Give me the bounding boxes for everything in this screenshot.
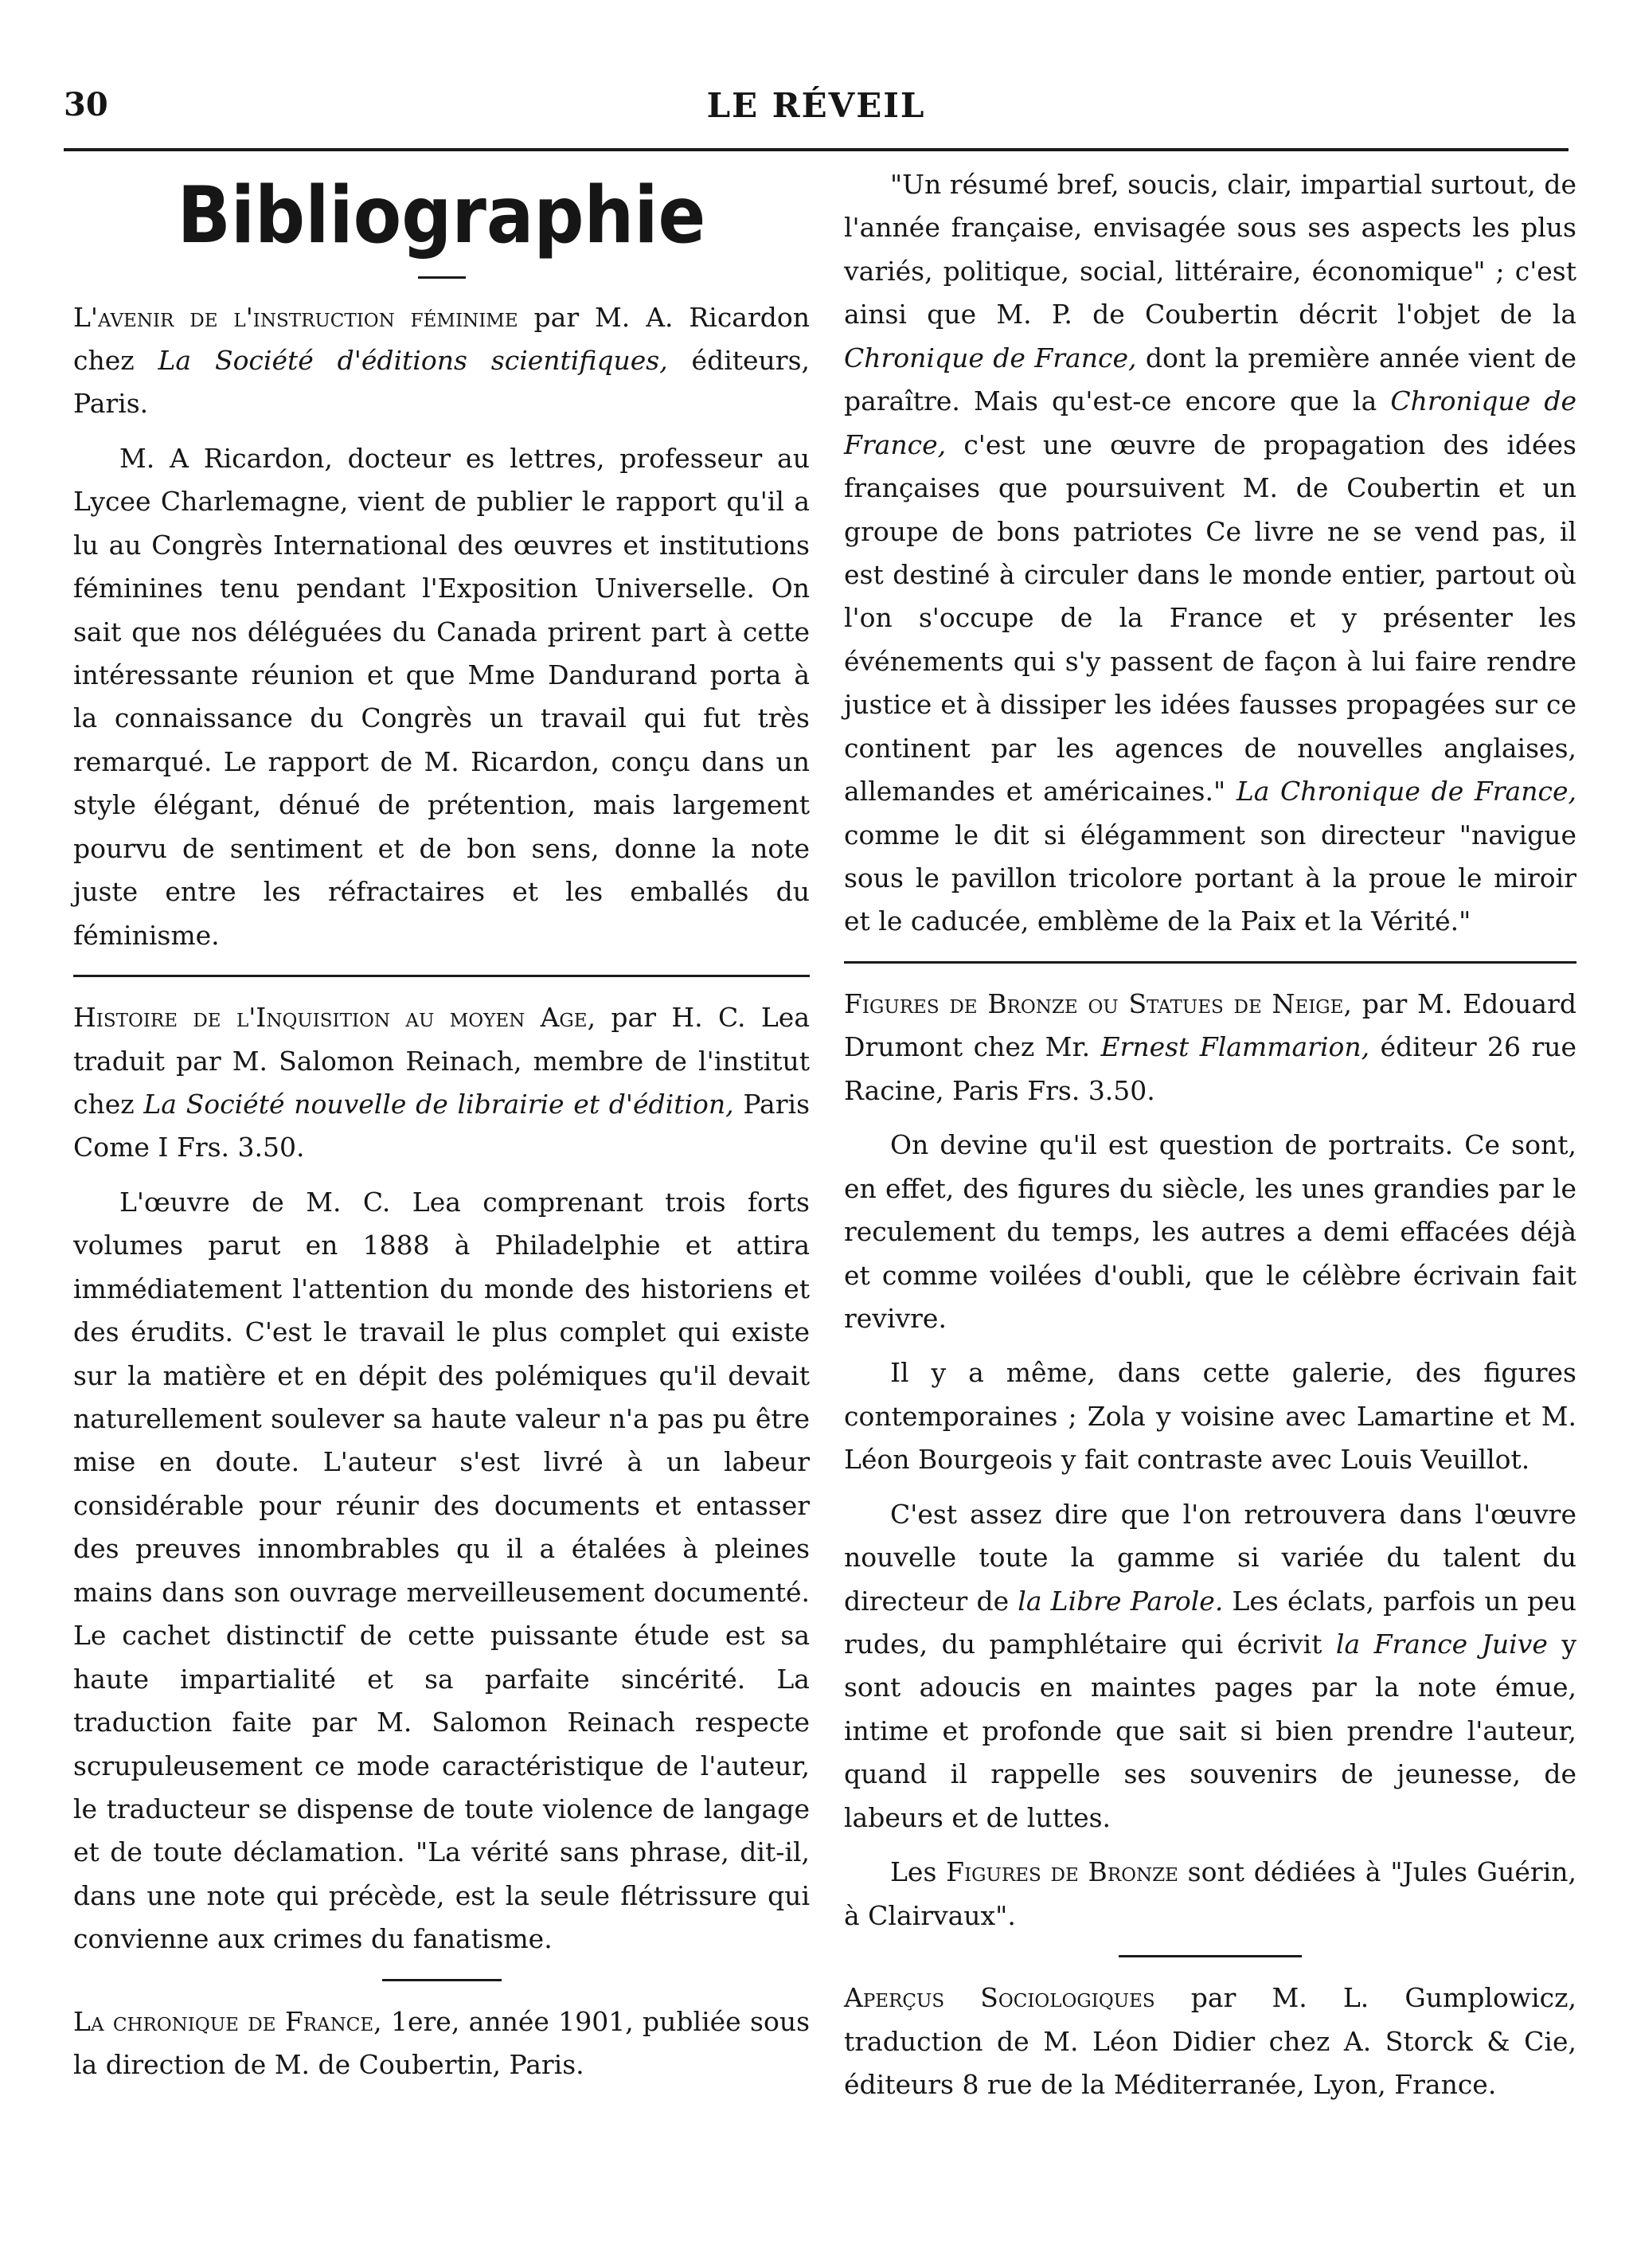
entry-byline: par M. Edouard Drumont chez Mr.: [844, 987, 1576, 1063]
entry-separator: [73, 975, 810, 977]
header-rule: [64, 148, 1569, 151]
chronique-quote: [844, 163, 1576, 944]
entry-byline: par H. C. Lea traduit par M. Salomon Reinach, membre de l'institut chez: [73, 1002, 811, 1120]
chronique-text: c'est une œuvre de propagation des idées françaises que poursuivent M. de Coubertin et un groupe de bons patriotes Ce livre ne se vend pas, il est destiné à circuler dans le monde entier, partout où l'on s'occupe de la France et y présenter les événements qui s'y passent de façon à lui faire rendre justice et à dissiper les idées fausses propagées sur ce continent par les agences de nouvelles anglaises, allemandes et américaines.": [844, 428, 1576, 807]
entry-body-inquisition: L'œuvre de M. C. Lea comprenant trois forts volumes parut en 1888 à Philadelphie et attira immédiatement l'attention du monde des historiens et des érudits. C'est le travail le plus complet qui existe sur la matière et en dépit des polémiques qu'il devait naturellement soulever sa haute valeur n'a pas pu être mise en doute. L'auteur s'est livré à un labeur considérable pour réunir des documents et entasser des preuves innombrables qu il a étalées à pleines mains dans son ouvrage merveilleusement documenté. Le cachet distinctif de cette puissante étude est sa haute impartialité et sa parfaite sincérité. La traduction faite par M. Salomon Reinach respecte scrupuleusement ce mode caractéristique de l'auteur, le traducteur se dispense de toute violence de langage et de toute déclamation. "La vérité sans phrase, dit-il, dans une note qui précède, est la seule flétrissure qui convienne aux crimes du fanatisme.: [73, 1186, 810, 1955]
chronique-text: "Un résumé bref, soucis, clair, impartial surtout, de l'année française, envisagée sous ses aspects les plus variés, politique, social, littéraire, économique" ; c'est ainsi que M. P. de Coubertin décrit l'objet de la: [844, 169, 1576, 330]
left-column: [73, 163, 810, 2098]
running-head: [64, 86, 1569, 142]
entry-tail: éditeurs, Paris.: [73, 344, 811, 420]
entry-tail: par M. L. Gumplowicz, traduction de M. Léon Didier chez A. Storck & Cie, éditeurs 8 rue de la Méditerranée, Lyon, France.: [844, 1982, 1576, 2100]
body-text: y sont adoucis en maintes pages par la note émue, intime et profonde que sait si bien prendre l'auteur, quand il rappelle ses souvenirs de jeunesse, de labeurs et de luttes.: [844, 1629, 1576, 1833]
entry-tail: éditeur 26 rue Racine, Paris Frs. 3.50.: [844, 1031, 1576, 1106]
entry-separator: [382, 1979, 502, 1981]
body-text: sont dédiées à "Jules Guérin, à Clairvaux".: [844, 1856, 1576, 1931]
body-text: Les éclats, parfois un peu rudes, du pamphlétaire qui écrivit: [844, 1585, 1576, 1660]
entry-head-apercus: [844, 1977, 1576, 2106]
chronique-text: dont la première année vient de paraître. Mais qu'est-ce encore que la: [844, 342, 1576, 417]
entry-body-figures-3: [844, 1493, 1576, 1840]
entry-title: L'avenir de l'instruction féminime: [73, 301, 518, 333]
entry-head-avenir: [73, 296, 810, 426]
body-italic: la Libre Parole.: [1018, 1585, 1224, 1617]
entry-title: Aperçus Sociologiques: [844, 1982, 1155, 2014]
entry-title: Histoire de l'Inquisition au moyen Age,: [73, 1002, 596, 1034]
entry-title: La chronique de France,: [73, 2005, 382, 2037]
chronique-title-italic: Chronique de France,: [844, 385, 1576, 460]
entry-separator: [844, 961, 1576, 964]
entry-publisher: La Société d'éditions scientifiques,: [158, 344, 668, 376]
chronique-text: comme le dit si élégamment son directeur "navigue sous le pavillon tricolore portant à la proue le miroir et le caducée, emblème de la Paix et la Vérité.": [844, 819, 1576, 937]
entry-title: Figures de Bronze ou Statues de Neige,: [844, 987, 1352, 1019]
entry-byline: par M. A. Ricardon chez: [73, 301, 810, 376]
body-italic: la France Juive: [1335, 1629, 1548, 1660]
entry-tail: Paris Come I Frs. 3.50.: [73, 1088, 810, 1163]
entry-separator: [1119, 1955, 1302, 1957]
entry-body-figures-1: On devine qu'il est question de portraits. Ce sont, en effet, des figures du siècle, les unes grandies par le reculement du temps, les autres a demi effacées déjà et comme voilées d'oubli, que le célèbre écrivain fait revivre.: [844, 1129, 1576, 1334]
body-text: C'est assez dire que l'on retrouvera dans l'œuvre nouvelle toute la gamme si variée du talent du directeur de: [844, 1498, 1576, 1617]
entry-head-chronique: [73, 2000, 810, 2087]
body-smallcaps: Figures de Bronze: [946, 1856, 1178, 1888]
entry-head-figures: [844, 983, 1576, 1112]
entry-head-inquisition: [73, 996, 810, 1170]
entry-publisher: La Société nouvelle de librairie et d'édition,: [143, 1088, 734, 1120]
entry-body-figures-2: Il y a même, dans cette galerie, des figures contemporaines ; Zola y voisine avec Lamartine et M. Léon Bourgeois y fait contraste avec Louis Veuillot.: [844, 1357, 1576, 1476]
entry-publisher: Ernest Flammarion,: [1100, 1031, 1370, 1063]
page-number: 30: [64, 86, 108, 123]
title-rule: [418, 276, 466, 279]
section-title: Bibliographie: [177, 170, 706, 261]
right-column: [844, 163, 1576, 2117]
entry-body-avenir: M. A Ricardon, docteur es lettres, professeur au Lycee Charlemagne, vient de publier le rapport qu'il a lu au Congrès International des œuvres et institutions féminines tenu pendant l'Exposition Universelle. On sait que nos déléguées du Canada prirent part à cette intéressante réunion et que Mme Dandurand porta à la connaissance du Congrès un travail qui fut très remarqué. Le rapport de M. Ricardon, conçu dans un style élégant, dénué de prétention, mais largement pourvu de sentiment et de bon sens, donne la note juste entre les réfractaires et les emballés du féminisme.: [73, 442, 810, 951]
entry-tail: 1ere, année 1901, publiée sous la direction de M. de Coubertin, Paris.: [73, 2005, 811, 2081]
journal-title: LE RÉVEIL: [706, 86, 926, 125]
body-text: Les: [890, 1856, 947, 1888]
chronique-title-italic: Chronique de France,: [844, 342, 1137, 373]
entry-body-figures-4: [844, 1851, 1576, 1938]
chronique-title-italic: La Chronique de France,: [1236, 776, 1576, 807]
